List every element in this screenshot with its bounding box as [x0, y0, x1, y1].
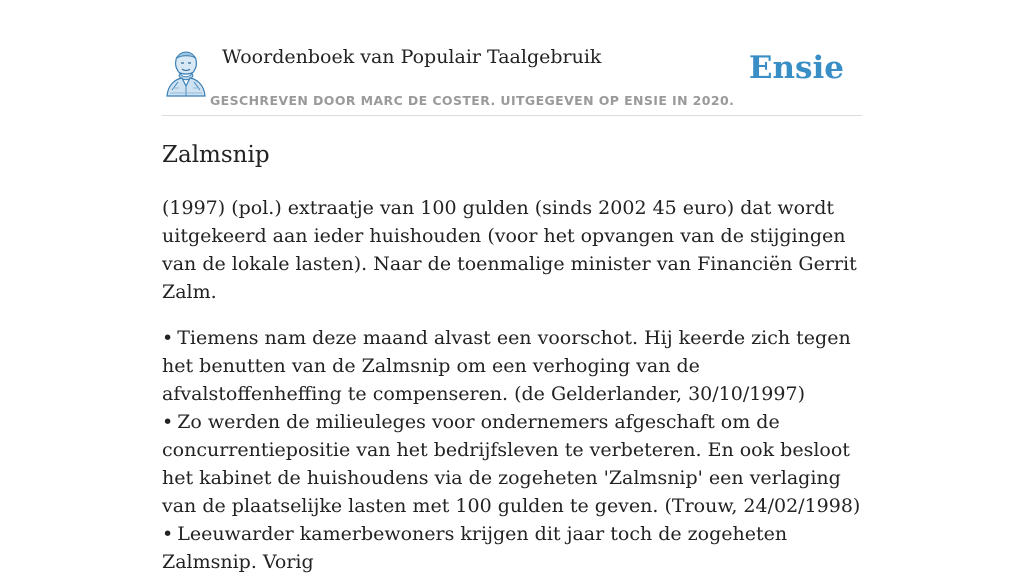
citation-text: Zo werden de milieuleges voor ondernemers afgeschaft om de concurrentiepositie van het bedrijfsleven te verbeteren. En ook besloot het kabinet de huishoudens via de zogeheten 'Zalmsnip' een verlaging van de plaatselijke lasten met 100 gulden te geven. (Trouw, 24/02/1998) — [162, 411, 861, 517]
byline: GESCHREVEN DOOR MARC DE COSTER. UITGEGEVEN OP ENSIE IN 2020. — [210, 93, 735, 108]
citation-item — [162, 324, 862, 408]
citation-text: Leeuwarder kamerbewoners krijgen dit jaar toch de zogeheten Zalmsnip. Vorig — [162, 523, 788, 573]
header — [162, 0, 862, 116]
citation-item — [162, 408, 862, 520]
bullet-icon: • — [162, 411, 174, 433]
book-title[interactable]: Woordenboek van Populair Taalgebruik — [222, 46, 602, 68]
entry-definition: (1997) (pol.) extraatje van 100 gulden (sinds 2002 45 euro) dat wordt uitgekeerd aan ieder huishouden (voor het opvangen van de stijgingen van de lokale lasten). Naar de toenmalige minister van Financiën Gerrit Zalm. — [162, 197, 857, 303]
entry-word: Zalmsnip — [162, 142, 270, 168]
citation-list — [162, 324, 862, 576]
bullet-icon: • — [162, 327, 174, 349]
author-portrait-icon — [164, 46, 208, 96]
citation-item — [162, 520, 862, 576]
ensie-logo[interactable]: Ensie — [748, 50, 844, 86]
bullet-icon: • — [162, 523, 174, 545]
page — [162, 0, 862, 573]
citation-text: Tiemens nam deze maand alvast een voorschot. Hij keerde zich tegen het benutten van de Zalmsnip om een verhoging van de afvalstoffenheffing te compenseren. (de Gelderlander, 30/10/1997) — [162, 327, 851, 405]
